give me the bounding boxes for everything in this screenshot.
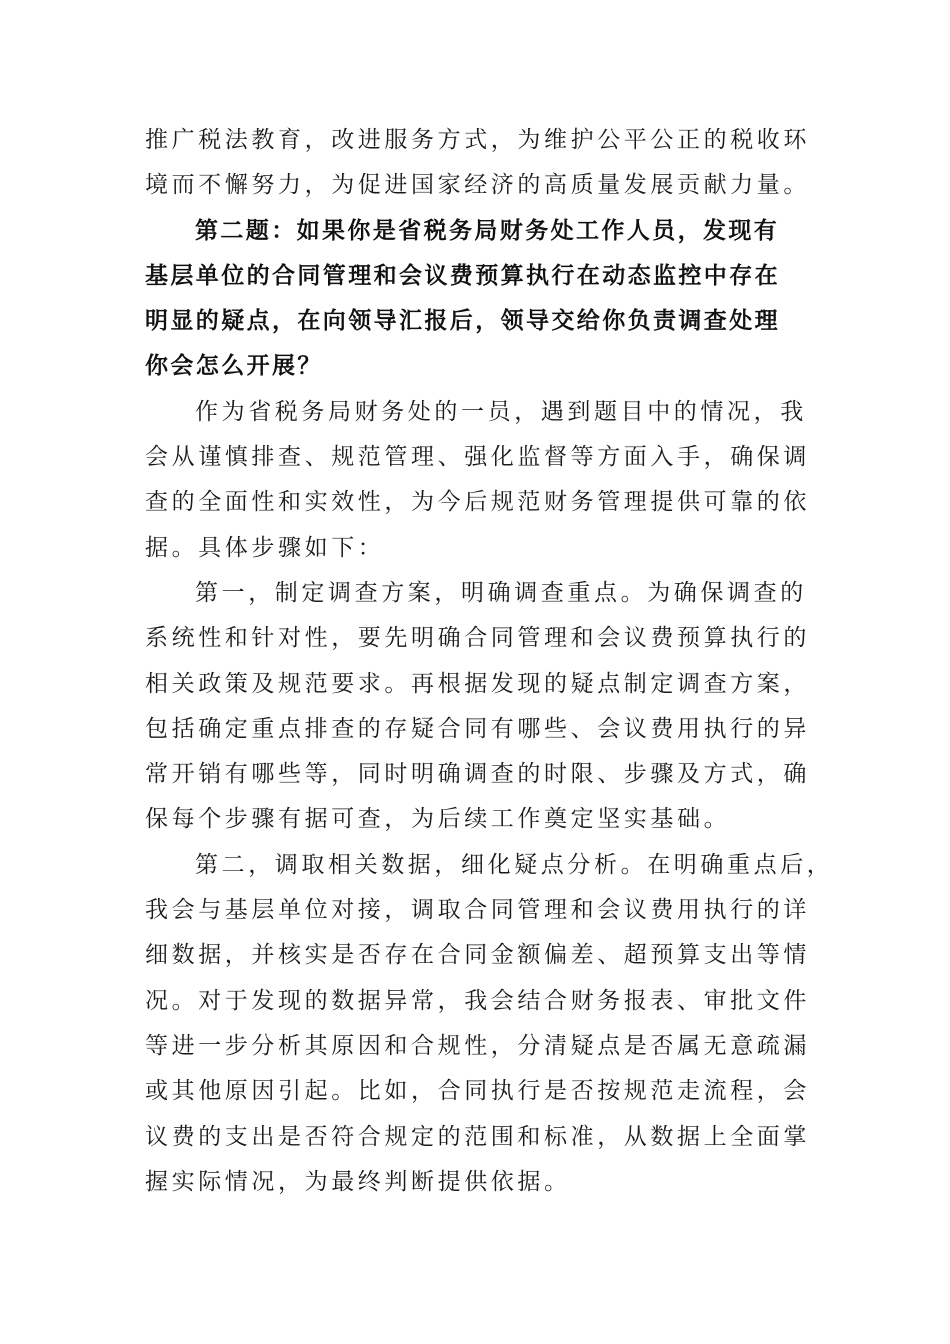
paragraph-intro <box>145 390 810 571</box>
text-line: 第二题：如果你是省税务局财务处工作人员，发现有 <box>195 217 780 244</box>
text-line: 第一，制定调查方案，明确调查重点。为确保调查的 <box>195 579 807 606</box>
text-line: 相关政策及规范要求。再根据发现的疑点制定调查方案， <box>145 670 810 697</box>
text-line: 常开销有哪些等，同时明确调查的时限、步骤及方式，确 <box>145 761 810 788</box>
question-heading <box>145 209 805 390</box>
text-line: 我会与基层单位对接，调取合同管理和会议费用执行的详 <box>145 897 810 924</box>
text-line: 会从谨慎排查、规范管理、强化监督等方面入手，确保调 <box>145 444 810 471</box>
paragraph-step-one <box>145 571 810 843</box>
text-line: 握实际情况，为最终判断提供依据。 <box>145 1168 571 1195</box>
text-line: 包括确定重点排查的存疑合同有哪些、会议费用执行的异 <box>145 715 810 742</box>
text-line: 议费的支出是否符合规定的范围和标准，从数据上全面掌 <box>145 1123 810 1150</box>
text-line: 查的全面性和实效性，为今后规范财务管理提供可靠的依 <box>145 489 810 516</box>
text-line: 系统性和针对性，要先明确合同管理和会议费预算执行的 <box>145 625 810 652</box>
document-body <box>145 118 834 1205</box>
text-line: 你会怎么开展？ <box>145 353 323 380</box>
paragraph-closing-continuation <box>145 118 810 209</box>
text-line: 据。具体步骤如下： <box>145 534 385 561</box>
text-line: 细数据，并核实是否存在合同金额偏差、超预算支出等情 <box>145 942 810 969</box>
text-line: 明显的疑点，在向领导汇报后，领导交给你负责调查处理 <box>145 308 780 335</box>
text-line: 第二，调取相关数据，细化疑点分析。在明确重点后， <box>195 851 834 878</box>
text-line: 作为省税务局财务处的一员，遇到题目中的情况，我 <box>195 398 807 425</box>
text-line: 保每个步骤有据可查，为后续工作奠定坚实基础。 <box>145 806 731 833</box>
paragraph-step-two <box>145 843 834 1205</box>
text-line: 或其他原因引起。比如，合同执行是否按规范走流程，会 <box>145 1078 810 1105</box>
text-line: 况。对于发现的数据异常，我会结合财务报表、审批文件 <box>145 987 810 1014</box>
text-line: 等进一步分析其原因和合规性，分清疑点是否属无意疏漏 <box>145 1032 810 1059</box>
text-line: 推广税法教育，改进服务方式，为维护公平公正的税收环 <box>145 127 810 153</box>
text-line: 境而不懈努力，为促进国家经济的高质量发展贡献力量。 <box>145 172 810 199</box>
text-line: 基层单位的合同管理和会议费预算执行在动态监控中存在 <box>145 262 780 289</box>
